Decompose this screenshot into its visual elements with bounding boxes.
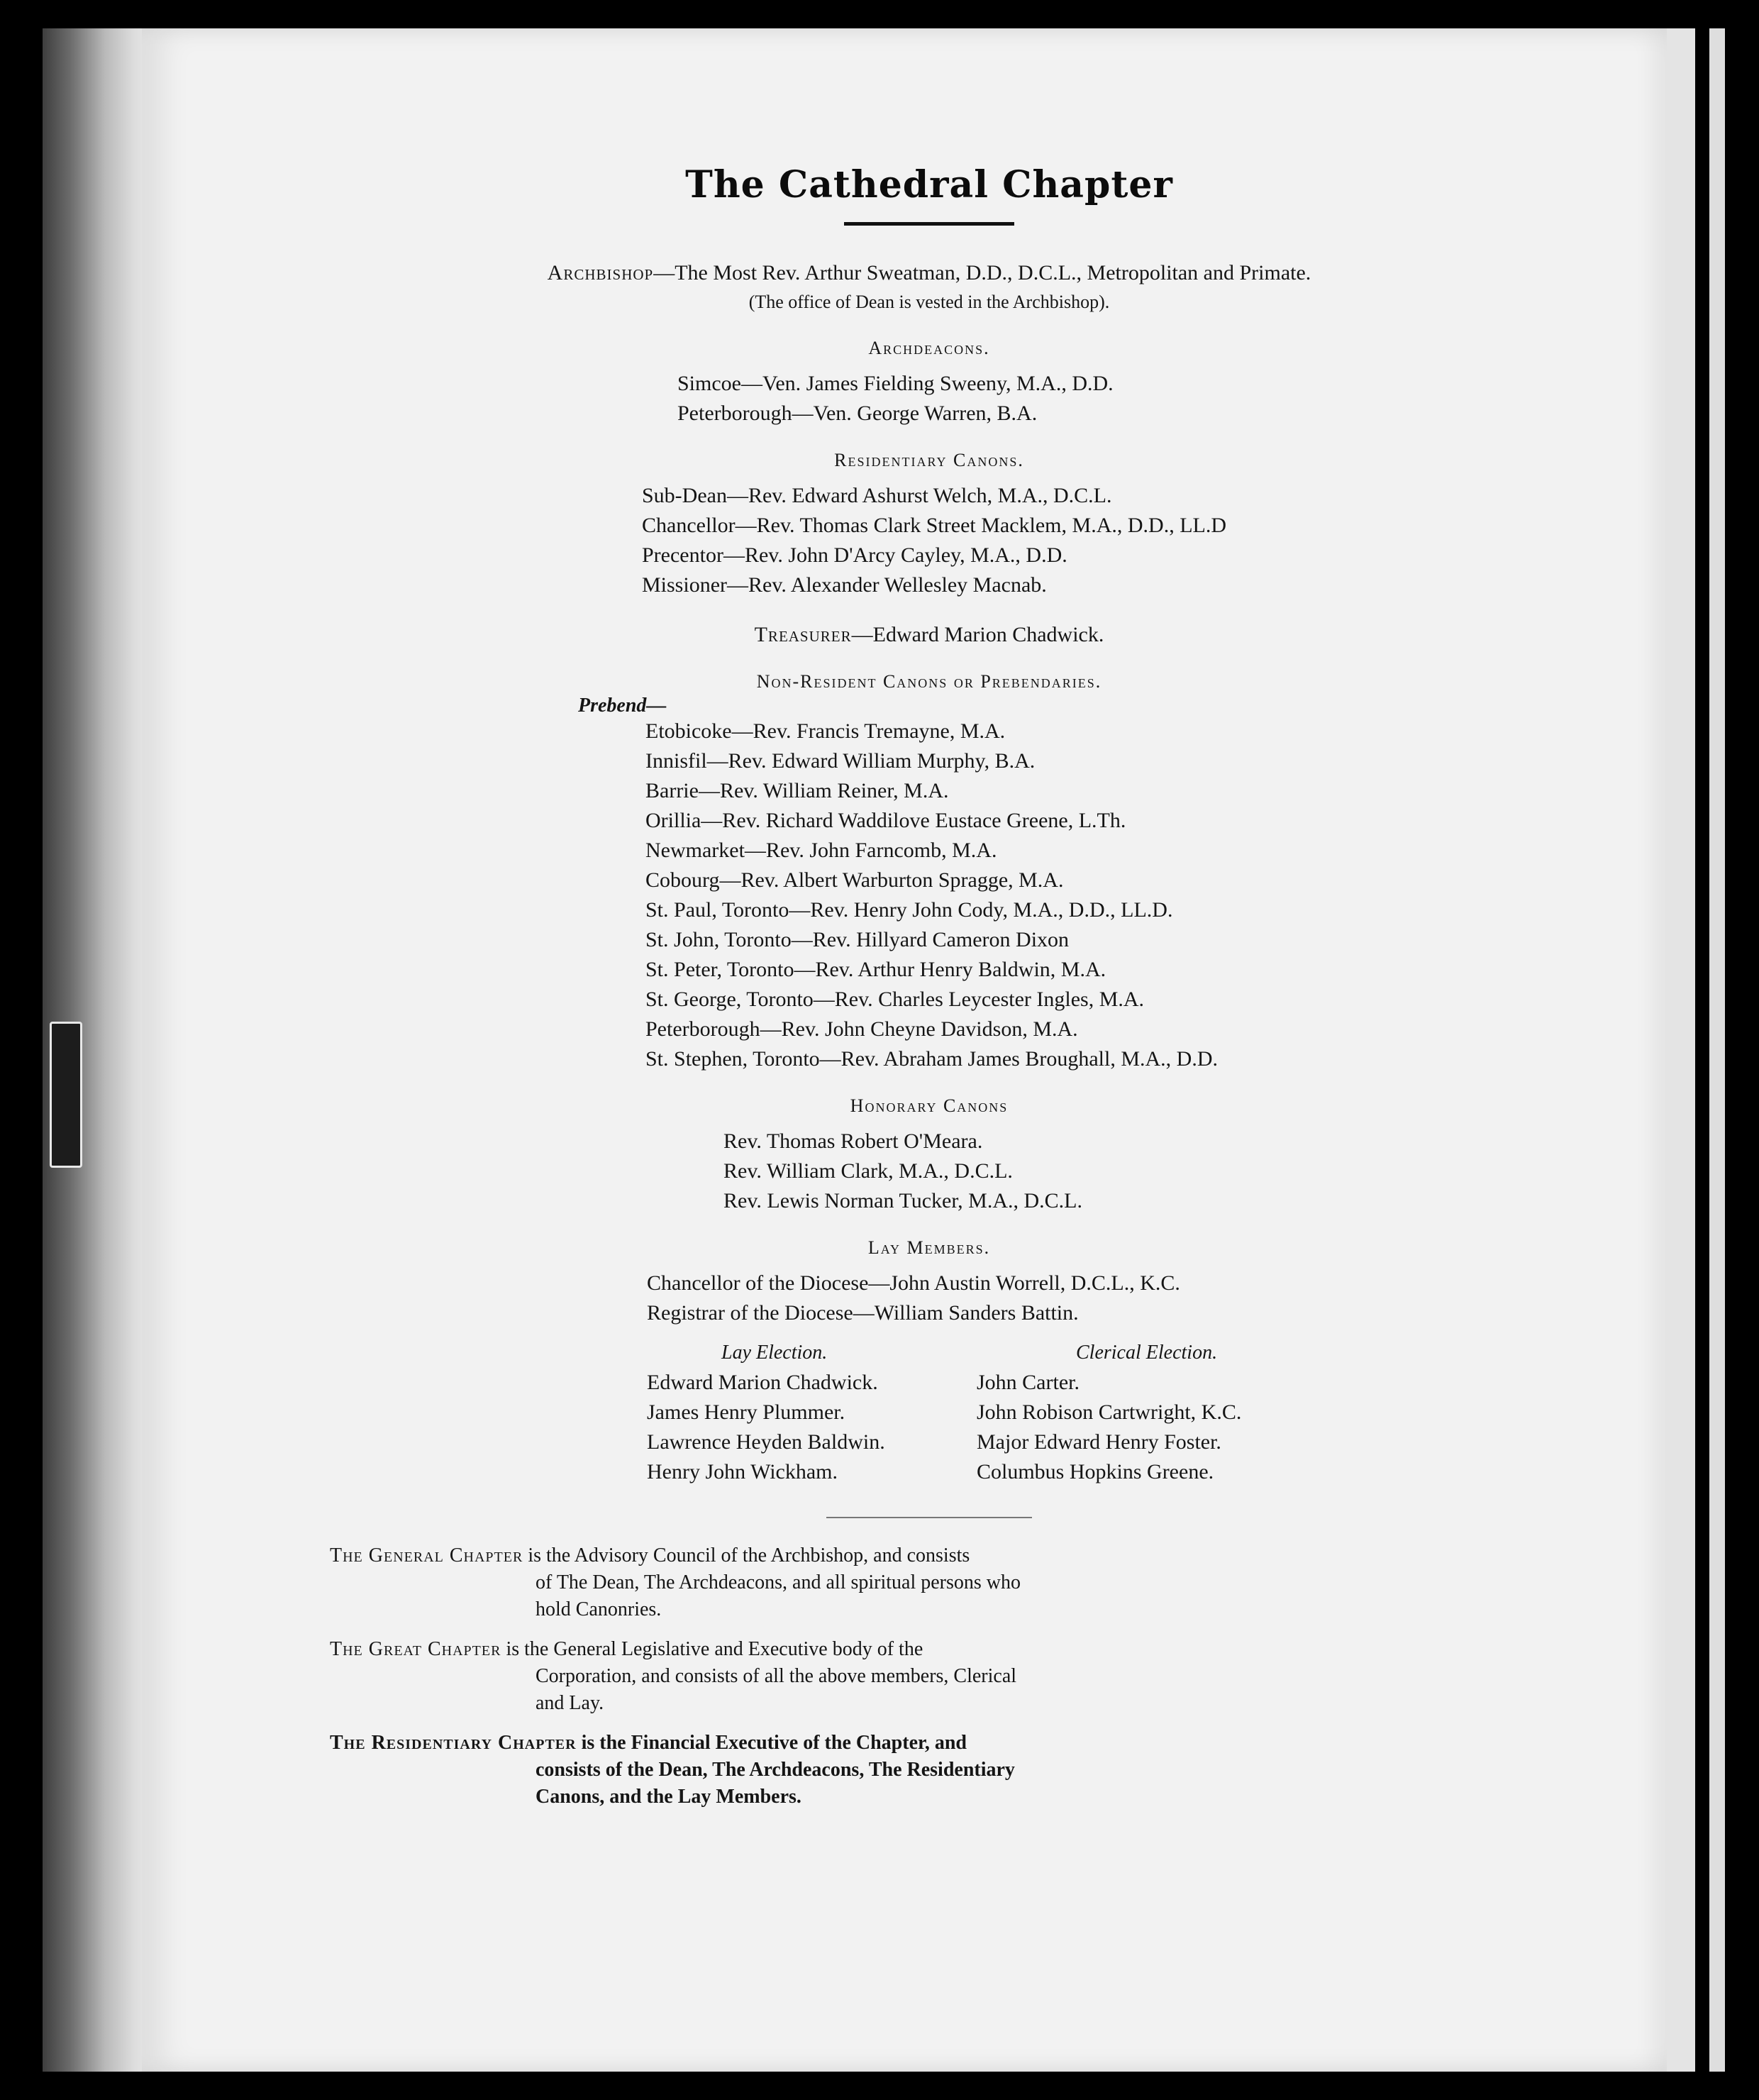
list-item: John Carter. — [977, 1371, 1080, 1394]
page-edge — [1667, 28, 1695, 2072]
definition-text: is the Financial Executive of the Chapter, and — [576, 1732, 967, 1754]
list-item: Newmarket—Rev. John Farncomb, M.A. — [645, 839, 997, 862]
definition-text: consists of the Dean, The Archdeacons, The Residentiary — [536, 1759, 1015, 1781]
list-item: Major Edward Henry Foster. — [977, 1430, 1221, 1454]
list-item: Chancellor of the Diocese—John Austin Worrell, D.C.L., K.C. — [647, 1271, 1180, 1295]
page-edge-outer — [1709, 28, 1725, 2072]
clerical-election-column — [977, 1338, 1306, 1487]
archdeacons-list — [426, 369, 1433, 429]
lay-members-list — [426, 1269, 1433, 1328]
definition-text: Canons, and the Lay Members. — [536, 1786, 801, 1808]
list-item: St. John, Toronto—Rev. Hillyard Cameron Dixon — [645, 928, 1070, 951]
lay-members-heading: Lay Members. — [867, 1237, 991, 1258]
list-item: John Robison Cartwright, K.C. — [977, 1400, 1242, 1424]
list-item: Barrie—Rev. William Reiner, M.A. — [645, 779, 949, 802]
list-item: Missioner—Rev. Alexander Wellesley Macnab. — [642, 573, 1047, 597]
treasurer-text: —Edward Marion Chadwick. — [851, 623, 1104, 646]
lay-election-column — [647, 1338, 977, 1487]
list-item: Cobourg—Rev. Albert Warburton Spragge, M.A. — [645, 868, 1064, 892]
definition-term: The Residentiary Chapter — [330, 1732, 577, 1754]
list-item: Rev. William Clark, M.A., D.C.L. — [723, 1159, 1013, 1183]
definition-great-chapter — [330, 1636, 1436, 1717]
list-item: St. George, Toronto—Rev. Charles Leycester Ingles, M.A. — [645, 988, 1145, 1011]
definition-general-chapter — [330, 1542, 1436, 1623]
definition-text: is the Advisory Council of the Archbishop, and consists — [523, 1544, 970, 1566]
list-item: Sub-Dean—Rev. Edward Ashurst Welch, M.A., D.C.L. — [642, 484, 1112, 507]
definition-text: Corporation, and consists of all the above members, Clerical — [536, 1665, 1017, 1687]
clerical-election-heading: Clerical Election. — [1076, 1342, 1218, 1364]
list-item: St. Paul, Toronto—Rev. Henry John Cody, M.A., D.D., LL.D. — [645, 898, 1173, 922]
list-item: Orillia—Rev. Richard Waddilove Eustace Greene, L.Th. — [645, 809, 1126, 832]
non-resident-canons-heading: Non-Resident Canons or Prebendaries. — [756, 671, 1102, 692]
list-item: Precentor—Rev. John D'Arcy Cayley, M.A., D.D. — [642, 543, 1067, 567]
archbishop-line — [383, 258, 1475, 288]
title-rule — [844, 222, 1014, 226]
document-content — [330, 163, 1433, 1811]
list-item: Etobicoke—Rev. Francis Tremayne, M.A. — [645, 719, 1006, 743]
page-edge-shadow — [1699, 35, 1707, 2065]
list-item: Columbus Hopkins Greene. — [977, 1460, 1214, 1483]
residentiary-canons-heading: Residentiary Canons. — [834, 450, 1024, 470]
chapter-definitions — [330, 1542, 1436, 1811]
honorary-canons-heading: Honorary Canons — [850, 1095, 1009, 1116]
list-item: Rev. Thomas Robert O'Meara. — [723, 1129, 983, 1153]
archbishop-note: (The office of Dean is vested in the Archbishop). — [748, 292, 1110, 312]
non-resident-canons-list — [426, 695, 1433, 1074]
treasurer-line — [426, 620, 1433, 650]
definition-residentiary-chapter — [330, 1730, 1436, 1811]
definition-text: hold Canonries. — [536, 1598, 662, 1620]
treasurer-label: Treasurer — [754, 623, 852, 646]
archbishop-label: Archbishop — [547, 261, 654, 284]
list-item: James Henry Plummer. — [647, 1400, 845, 1424]
list-item: Peterborough—Rev. John Cheyne Davidson, M.A. — [645, 1017, 1078, 1041]
honorary-canons-list — [426, 1127, 1433, 1216]
list-item: Henry John Wickham. — [647, 1460, 838, 1483]
list-item: Chancellor—Rev. Thomas Clark Street Macklem, M.A., D.D., LL.D — [642, 514, 1227, 537]
archdeacons-heading: Archdeacons. — [868, 338, 990, 358]
definition-term: The Great Chapter — [330, 1638, 501, 1660]
residentiary-canons-list — [426, 481, 1433, 600]
list-item: Innisfil—Rev. Edward William Murphy, B.A. — [645, 749, 1036, 773]
list-item: Lawrence Heyden Baldwin. — [647, 1430, 885, 1454]
lay-election-heading: Lay Election. — [721, 1342, 828, 1364]
archbishop-text: —The Most Rev. Arthur Sweatman, D.D., D.C.L., Metropolitan and Primate. — [653, 261, 1311, 284]
list-item: Peterborough—Ven. George Warren, B.A. — [677, 402, 1038, 425]
page-title: The Cathedral Chapter — [685, 163, 1173, 206]
list-item: Simcoe—Ven. James Fielding Sweeny, M.A., D.D. — [677, 372, 1114, 395]
list-item: Edward Marion Chadwick. — [647, 1371, 878, 1394]
binding-tab — [50, 1022, 82, 1168]
list-item: St. Stephen, Toronto—Rev. Abraham James Broughall, M.A., D.D. — [645, 1047, 1218, 1071]
list-item: Rev. Lewis Norman Tucker, M.A., D.C.L. — [723, 1189, 1082, 1212]
prebend-label: Prebend— — [578, 695, 667, 717]
definition-text: of The Dean, The Archdeacons, and all spiritual persons who — [536, 1571, 1021, 1593]
election-columns — [426, 1338, 1433, 1487]
list-item: Registrar of the Diocese—William Sanders Battin. — [647, 1301, 1079, 1325]
list-item: St. Peter, Toronto—Rev. Arthur Henry Baldwin, M.A. — [645, 958, 1106, 981]
definition-term: The General Chapter — [330, 1544, 523, 1566]
definition-text: is the General Legislative and Executive body of the — [501, 1638, 923, 1660]
definition-text: and Lay. — [536, 1692, 604, 1714]
section-divider — [826, 1517, 1032, 1518]
